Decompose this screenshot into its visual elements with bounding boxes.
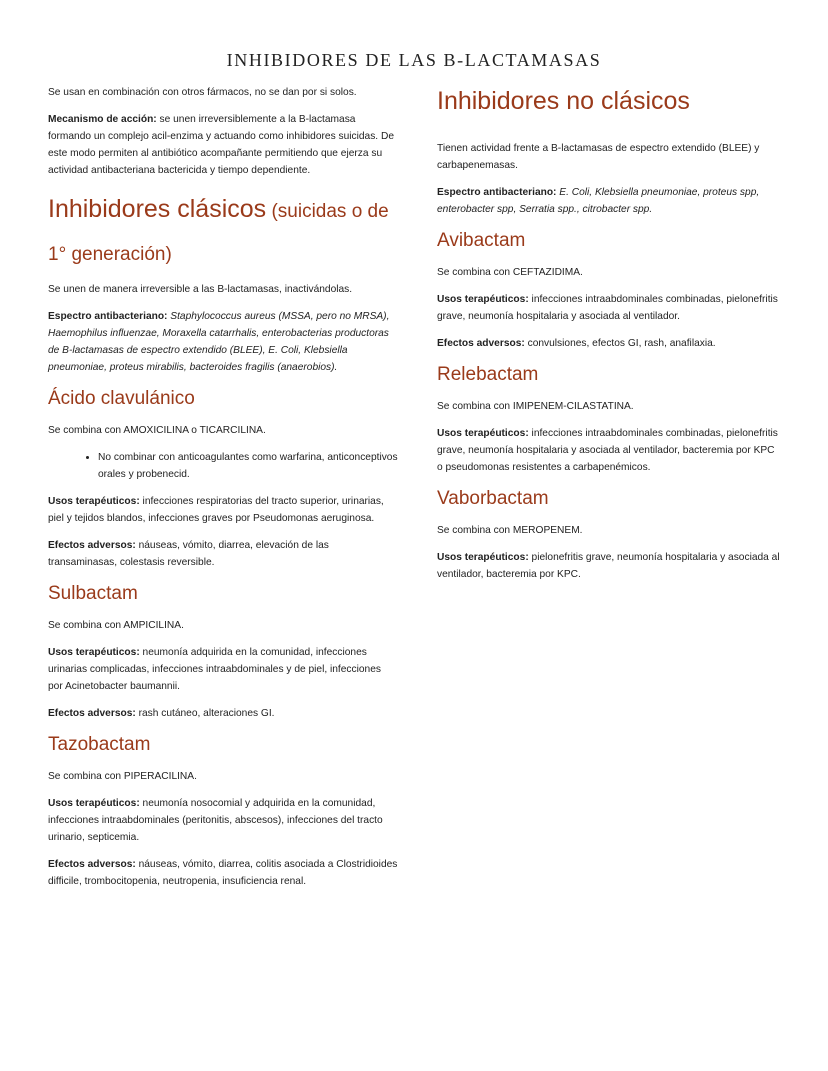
efectos-text: rash cutáneo, alteraciones GI. [135, 708, 275, 719]
clavulanico-heading: Ácido clavulánico [48, 388, 195, 409]
clavulanico-efectos [48, 537, 398, 571]
usos-text: pielonefritis grave, neumonía hospitalaria y asociada al ventilador, bacteremia por KPC. [437, 552, 780, 580]
usos-text: infecciones intraabdominales combinadas, pielonefritis grave, neumonía hospitalaria y asociada al ventilador. [437, 294, 778, 322]
clasicos-subtitle: (suicidas o de 1° generación) [48, 201, 389, 265]
usos-text: neumonía nosocomial y adquirida en la comunidad, infecciones intraabdominales (peritonitis, abscesos), infecciones del tracto urinario, septicemia. [48, 798, 383, 843]
usos-text: infecciones intraabdominales combinadas, pielonefritis grave, neumonía hospitalaria y asociada al ventilador, bacteremia por KPC o pseudomonas resistentes a carbapenémicos. [437, 428, 778, 473]
tazobactam-combina: Se combina con PIPERACILINA. [48, 771, 197, 782]
espectro-text: E. Coli, Klebsiella pneumoniae, proteus spp, enterobacter spp, Serratia spp., citrobacter spp. [437, 187, 760, 215]
mecanismo-text: se unen irreversiblemente a la B-lactamasa formando un complejo acil-enzima y actuando como inhibidores suicidas. De este modo permiten al antibiótico acompañante permitiendo que ejerza su actividad antibacteriana bactericida y tiempo dependiente. [48, 114, 394, 176]
usos-label: Usos terapéuticos: [437, 428, 529, 439]
efectos-text: náuseas, vómito, diarrea, colitis asociada a Clostridioides difficile, trombocitopenia, neutropenia, insuficiencia renal. [48, 859, 398, 887]
usos-text: infecciones respiratorias del tracto superior, urinarias, piel y tejidos blandos, infecciones graves por Pseudomonas aeruginosa. [48, 496, 384, 524]
sulbactam-heading: Sulbactam [48, 583, 138, 604]
no-clasicos-description: Tienen actividad frente a B-lactamasas de espectro extendido (BLEE) y carbapenemasas. [437, 143, 760, 171]
espectro-label: Espectro antibacteriano: [437, 187, 557, 198]
vaborbactam-usos [437, 549, 782, 583]
avibactam-heading: Avibactam [437, 230, 526, 251]
clavulanico-combina: Se combina con AMOXICILINA o TICARCILINA. [48, 425, 266, 436]
mecanismo-paragraph [48, 111, 398, 179]
relebactam-usos [437, 425, 782, 476]
sulbactam-combina: Se combina con AMPICILINA. [48, 620, 184, 631]
clasicos-description: Se unen de manera irreversible a las B-lactamasas, inactivándolas. [48, 284, 353, 295]
tazobactam-usos [48, 795, 398, 846]
right-column [437, 84, 782, 593]
usos-label: Usos terapéuticos: [48, 798, 140, 809]
efectos-label: Efectos adversos: [48, 708, 136, 719]
relebactam-combina: Se combina con IMIPENEM-CILASTATINA. [437, 401, 634, 412]
tazobactam-efectos [48, 856, 398, 890]
efectos-text: convulsiones, efectos GI, rash, anafilaxia. [524, 338, 716, 349]
usos-label: Usos terapéuticos: [437, 552, 529, 563]
vaborbactam-combina: Se combina con MEROPENEM. [437, 525, 583, 536]
relebactam-heading: Relebactam [437, 364, 539, 385]
sulbactam-usos [48, 644, 398, 695]
usos-label: Usos terapéuticos: [437, 294, 529, 305]
vaborbactam-heading: Vaborbactam [437, 488, 549, 509]
espectro-paragraph [48, 308, 398, 376]
usos-label: Usos terapéuticos: [48, 496, 140, 507]
usos-text: neumonía adquirida en la comunidad, infecciones urinarias complicadas, infecciones intraabdominales y de piel, infecciones por Acinetobacter baumannii. [48, 647, 381, 692]
efectos-label: Efectos adversos: [48, 540, 136, 551]
avibactam-efectos [437, 335, 782, 352]
avibactam-usos [437, 291, 782, 325]
usos-label: Usos terapéuticos: [48, 647, 140, 658]
intro-text: Se usan en combinación con otros fármacos, no se dan por si solos. [48, 87, 357, 98]
avibactam-combina: Se combina con CEFTAZIDIMA. [437, 267, 583, 278]
sulbactam-efectos [48, 705, 398, 722]
clavulanico-usos [48, 493, 398, 527]
efectos-text: náuseas, vómito, diarrea, elevación de las transaminasas, colestasis reversible. [48, 540, 329, 568]
no-clasicos-heading: Inhibidores no clásicos [437, 87, 690, 115]
espectro-paragraph [437, 184, 782, 218]
document-title: INHIBIDORES DE LAS B-LACTAMASAS [226, 50, 602, 70]
espectro-label: Espectro antibacteriano: [48, 311, 168, 322]
clasicos-title: Inhibidores clásicos [48, 195, 267, 223]
clavulanico-bullet: • No combinar con anticoagulantes como warfarina, anticonceptivos orales y probenecid. [98, 449, 398, 483]
efectos-label: Efectos adversos: [437, 338, 525, 349]
clavulanico-bullet-list [48, 449, 398, 483]
efectos-label: Efectos adversos: [48, 859, 136, 870]
left-column [48, 84, 398, 900]
mecanismo-label: Mecanismo de acción: [48, 114, 157, 125]
espectro-text: Staphylococcus aureus (MSSA, pero no MRSA), Haemophilus influenzae, Moraxella catarrhalis, enterobacterias productoras de B-lactamasas de espectro extendido (BLEE), E. Coli, Klebsiella pneumoniae, proteus mirabilis, bacteroides fragilis (anaerobios). [48, 311, 390, 373]
clasicos-heading [48, 189, 398, 275]
tazobactam-heading: Tazobactam [48, 734, 151, 755]
